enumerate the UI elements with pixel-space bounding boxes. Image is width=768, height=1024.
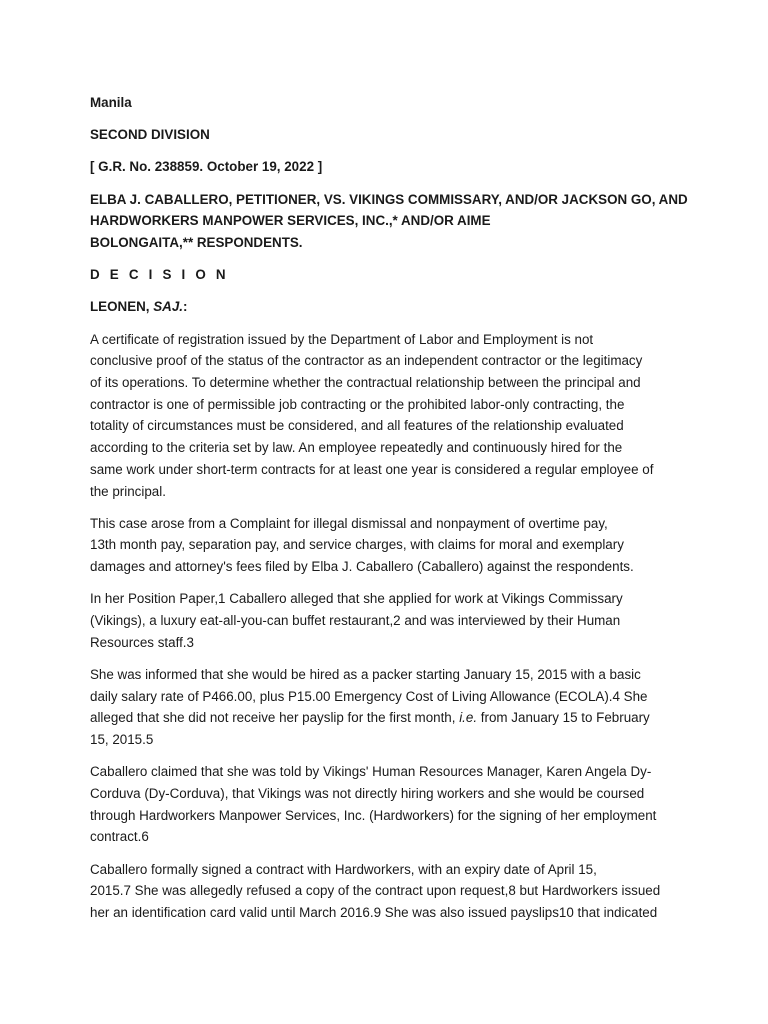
- paragraph-line: same work under short-term contracts for at least one year is considered a regular employee of: [90, 461, 654, 477]
- case-parties: [90, 189, 688, 254]
- paragraph-line: totality of circumstances must be considered, and all features of the relationship evaluated: [90, 418, 624, 434]
- ponente: [90, 296, 685, 318]
- paragraph-line: through Hardworkers Manpower Services, Inc. (Hardworkers) for the signing of her employment: [90, 807, 657, 823]
- paragraph-line: Caballero claimed that she was told by Vikings' Human Resources Manager, Karen Angela Dy-: [90, 764, 652, 780]
- ponente-suffix: :: [183, 299, 188, 315]
- ie-abbrev: i.e.: [459, 710, 478, 726]
- document-page: [90, 92, 688, 934]
- paragraph-line: 13th month pay, separation pay, and service charges, with claims for moral and exemplary: [90, 537, 624, 553]
- paragraph-line: contract.6: [90, 829, 149, 845]
- paragraph-line: (Vikings), a luxury eat-all-you-can buffet restaurant,2 and was interviewed by their Human: [90, 613, 621, 629]
- paragraph-line: damages and attorney's fees filed by Elba J. Caballero (Caballero) against the respondents.: [90, 559, 634, 575]
- line-text: alleged that she did not receive her payslip for the first month,: [90, 710, 460, 726]
- parties-line: ELBA J. CABALLERO, PETITIONER, VS. VIKINGS COMMISSARY, AND/OR JACKSON GO, AND: [90, 191, 688, 207]
- paragraph-line: Caballero formally signed a contract with Hardworkers, with an expiry date of April 15,: [90, 861, 597, 877]
- paragraph: [90, 329, 685, 503]
- paragraph-line: In her Position Paper,1 Caballero alleged that she applied for work at Vikings Commissary: [90, 591, 623, 607]
- ponente-name: LEONEN,: [90, 299, 154, 315]
- place-heading: Manila: [90, 95, 132, 110]
- case-number: [ G.R. No. 238859. October 19, 2022 ]: [90, 159, 323, 175]
- paragraph-line: according to the criteria set by law. An employee repeatedly and continuously hired for the: [90, 440, 623, 456]
- paragraph: [90, 859, 685, 924]
- paragraph-line: contractor is one of permissible job contracting or the prohibited labor-only contracting, the: [90, 396, 625, 412]
- paragraph-line: the principal.: [90, 483, 166, 499]
- paragraph-line: 2015.7 She was allegedly refused a copy of the contract upon request,8 but Hardworkers issued: [90, 883, 661, 899]
- paragraph-line: daily salary rate of P466.00, plus P15.00 Emergency Cost of Living Allowance (ECOLA).4 She: [90, 688, 648, 704]
- paragraph-line: Resources staff.3: [90, 634, 194, 650]
- paragraph-line: This case arose from a Complaint for illegal dismissal and nonpayment of overtime pay,: [90, 515, 608, 531]
- paragraph: [90, 761, 685, 848]
- division-heading: SECOND DIVISION: [90, 127, 210, 143]
- paragraph: [90, 513, 685, 578]
- paragraph-line-with-italic: [90, 707, 685, 729]
- parties-line: HARDWORKERS MANPOWER SERVICES, INC.,* AND/OR AIME: [90, 213, 491, 229]
- paragraph-line: of its operations. To determine whether the contractual relationship between the principal and: [90, 375, 641, 391]
- paragraph-line: Corduva (Dy-Corduva), that Vikings was not directly hiring workers and she would be coursed: [90, 785, 645, 801]
- line-text: from January 15 to February: [477, 710, 650, 726]
- paragraph-line: conclusive proof of the status of the contractor as an independent contractor or the legitimacy: [90, 353, 643, 369]
- paragraph: [90, 588, 685, 653]
- decision-label: D E C I S I O N: [90, 267, 229, 283]
- ponente-title: SAJ.: [153, 299, 184, 315]
- paragraph-line: her an identification card valid until March 2016.9 She was also issued payslips10 that indicated: [90, 905, 658, 920]
- paragraph-line: She was informed that she would be hired as a packer starting January 15, 2015 with a basic: [90, 666, 641, 682]
- paragraph: [90, 664, 685, 751]
- paragraph-line: A certificate of registration issued by the Department of Labor and Employment is not: [90, 331, 594, 347]
- parties-line: BOLONGAITA,** RESPONDENTS.: [90, 235, 303, 251]
- paragraph-line: 15, 2015.5: [90, 732, 154, 748]
